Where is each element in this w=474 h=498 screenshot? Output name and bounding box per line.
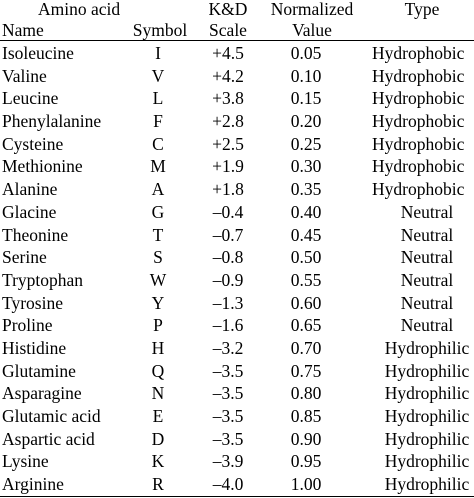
- cell-name: Arginine: [2, 474, 64, 495]
- cell-symbol: I: [155, 43, 161, 63]
- cell-kd-scale: –3.9: [212, 451, 244, 472]
- cell-kd-scale: –0.4: [212, 201, 244, 222]
- cell-kd-scale: +2.5: [212, 133, 244, 154]
- cell-normalized-value: 0.25: [290, 133, 322, 154]
- cell-type: Hydrophobic: [372, 88, 465, 109]
- cell-normalized-value: 0.15: [290, 88, 322, 109]
- cell-kd-scale: –4.0: [212, 474, 244, 495]
- cell-type: Neutral: [400, 247, 454, 268]
- cell-name: Cysteine: [2, 133, 64, 154]
- table-row: [0, 133, 474, 156]
- cell-symbol: N: [151, 383, 165, 404]
- cell-symbol: A: [151, 179, 165, 200]
- header-kd: K&D: [208, 0, 248, 19]
- cell-type: Hydrophilic: [384, 451, 470, 472]
- cell-symbol: G: [151, 201, 165, 222]
- cell-symbol: H: [151, 337, 165, 358]
- cell-type: Hydrophilic: [384, 474, 470, 495]
- cell-normalized-value: 0.65: [290, 315, 322, 336]
- cell-name: Aspartic acid: [2, 428, 95, 449]
- table-row: [0, 269, 474, 292]
- cell-name: Asparagine: [2, 383, 82, 404]
- cell-name: Glacine: [2, 201, 57, 222]
- cell-normalized-value: 0.10: [290, 65, 322, 86]
- cell-symbol: W: [149, 269, 167, 290]
- cell-name: Isoleucine: [2, 43, 74, 63]
- cell-name: Lysine: [2, 451, 49, 472]
- cell-normalized-value: 0.50: [290, 247, 322, 268]
- cell-type: Neutral: [400, 269, 454, 290]
- cell-normalized-value: 0.05: [290, 43, 322, 63]
- cell-symbol: C: [152, 133, 164, 154]
- cell-symbol: M: [150, 156, 166, 177]
- header-value: Value: [292, 20, 332, 40]
- header-name: Name: [2, 20, 44, 40]
- cell-type: Hydrophobic: [372, 43, 465, 63]
- table-row: [0, 155, 474, 178]
- cell-type: Neutral: [400, 315, 454, 336]
- header-amino-acid: Amino acid: [38, 0, 121, 19]
- header-symbol: Symbol: [132, 20, 188, 40]
- table-row: [0, 337, 474, 360]
- cell-symbol: Q: [151, 360, 165, 381]
- cell-kd-scale: –0.8: [212, 247, 244, 268]
- cell-kd-scale: +1.9: [212, 156, 244, 177]
- table-row: [0, 87, 474, 110]
- cell-symbol: V: [151, 65, 165, 86]
- cell-name: Phenylalanine: [2, 111, 102, 132]
- cell-kd-scale: –3.5: [212, 360, 244, 381]
- table-row: [0, 224, 474, 247]
- cell-normalized-value: 0.20: [290, 111, 322, 132]
- cell-normalized-value: 0.60: [290, 292, 322, 313]
- cell-name: Proline: [2, 315, 53, 336]
- cell-type: Hydrophobic: [372, 111, 465, 132]
- cell-name: Theonine: [2, 224, 69, 245]
- table-row: [0, 110, 474, 133]
- cell-kd-scale: +2.8: [212, 111, 244, 132]
- table-row: [0, 360, 474, 383]
- cell-kd-scale: –3.5: [212, 428, 244, 449]
- cell-symbol: E: [152, 406, 164, 426]
- table-row: [0, 65, 474, 88]
- cell-kd-scale: +4.2: [212, 65, 244, 86]
- cell-kd-scale: +4.5: [212, 43, 244, 63]
- cell-symbol: Y: [151, 292, 165, 313]
- cell-type: Hydrophobic: [372, 65, 465, 86]
- cell-type: Hydrophobic: [372, 156, 465, 177]
- cell-normalized-value: 1.00: [290, 474, 322, 495]
- cell-normalized-value: 0.35: [290, 179, 322, 200]
- header-normalized: Normalized: [270, 0, 354, 19]
- cell-symbol: L: [152, 88, 164, 109]
- cell-kd-scale: –3.2: [212, 337, 244, 358]
- cell-type: Neutral: [400, 201, 454, 222]
- cell-symbol: S: [153, 247, 163, 268]
- cell-kd-scale: +1.8: [212, 179, 244, 200]
- table-body: [0, 42, 474, 496]
- cell-type: Hydrophobic: [372, 133, 465, 154]
- cell-normalized-value: 0.30: [290, 156, 322, 177]
- cell-normalized-value: 0.95: [290, 451, 322, 472]
- cell-type: Hydrophilic: [384, 406, 470, 426]
- cell-kd-scale: –3.5: [212, 383, 244, 404]
- cell-normalized-value: 0.40: [290, 201, 322, 222]
- table-row: [0, 42, 474, 65]
- cell-type: Hydrophilic: [384, 428, 470, 449]
- table-row: [0, 405, 474, 428]
- header-scale: Scale: [209, 20, 247, 40]
- cell-symbol: R: [152, 474, 164, 495]
- table-header-row-1: [0, 0, 474, 18]
- table-row: [0, 382, 474, 405]
- cell-type: Hydrophilic: [384, 337, 470, 358]
- cell-symbol: D: [151, 428, 165, 449]
- cell-normalized-value: 0.85: [290, 406, 322, 426]
- cell-normalized-value: 0.80: [290, 383, 322, 404]
- cell-name: Valine: [2, 65, 47, 86]
- table-row: [0, 292, 474, 315]
- cell-kd-scale: –0.7: [212, 224, 244, 245]
- cell-kd-scale: +3.8: [212, 88, 244, 109]
- table-row: [0, 246, 474, 269]
- cell-name: Tyrosine: [2, 292, 63, 313]
- cell-type: Hydrophobic: [372, 179, 465, 200]
- cell-kd-scale: –0.9: [212, 269, 244, 290]
- cell-kd-scale: –1.3: [212, 292, 244, 313]
- cell-normalized-value: 0.45: [290, 224, 322, 245]
- cell-name: Alanine: [2, 179, 58, 200]
- cell-kd-scale: –1.6: [212, 315, 244, 336]
- cell-name: Methionine: [2, 156, 83, 177]
- cell-normalized-value: 0.70: [290, 337, 322, 358]
- table-row: [0, 201, 474, 224]
- table-row: [0, 428, 474, 451]
- cell-type: Hydrophilic: [384, 383, 470, 404]
- table-row: [0, 314, 474, 337]
- cell-name: Histidine: [2, 337, 67, 358]
- cell-normalized-value: 0.90: [290, 428, 322, 449]
- cell-kd-scale: –3.5: [212, 406, 244, 426]
- cell-name: Glutamic acid: [2, 406, 101, 426]
- cell-normalized-value: 0.75: [290, 360, 322, 381]
- cell-name: Serine: [2, 247, 47, 268]
- cell-symbol: P: [153, 315, 163, 336]
- cell-name: Leucine: [2, 88, 59, 109]
- table-row: [0, 473, 474, 496]
- table-row: [0, 178, 474, 201]
- bottom-divider: [0, 496, 474, 497]
- cell-name: Glutamine: [2, 360, 76, 381]
- cell-name: Tryptophan: [2, 269, 84, 290]
- cell-type: Neutral: [400, 292, 454, 313]
- cell-type: Neutral: [400, 224, 454, 245]
- cell-type: Hydrophilic: [384, 360, 470, 381]
- cell-symbol: T: [152, 224, 164, 245]
- table-row: [0, 450, 474, 473]
- cell-normalized-value: 0.55: [290, 269, 322, 290]
- cell-symbol: F: [153, 111, 163, 132]
- header-type: Type: [404, 0, 440, 19]
- cell-symbol: K: [151, 451, 165, 472]
- table-header-row-2: [0, 19, 474, 39]
